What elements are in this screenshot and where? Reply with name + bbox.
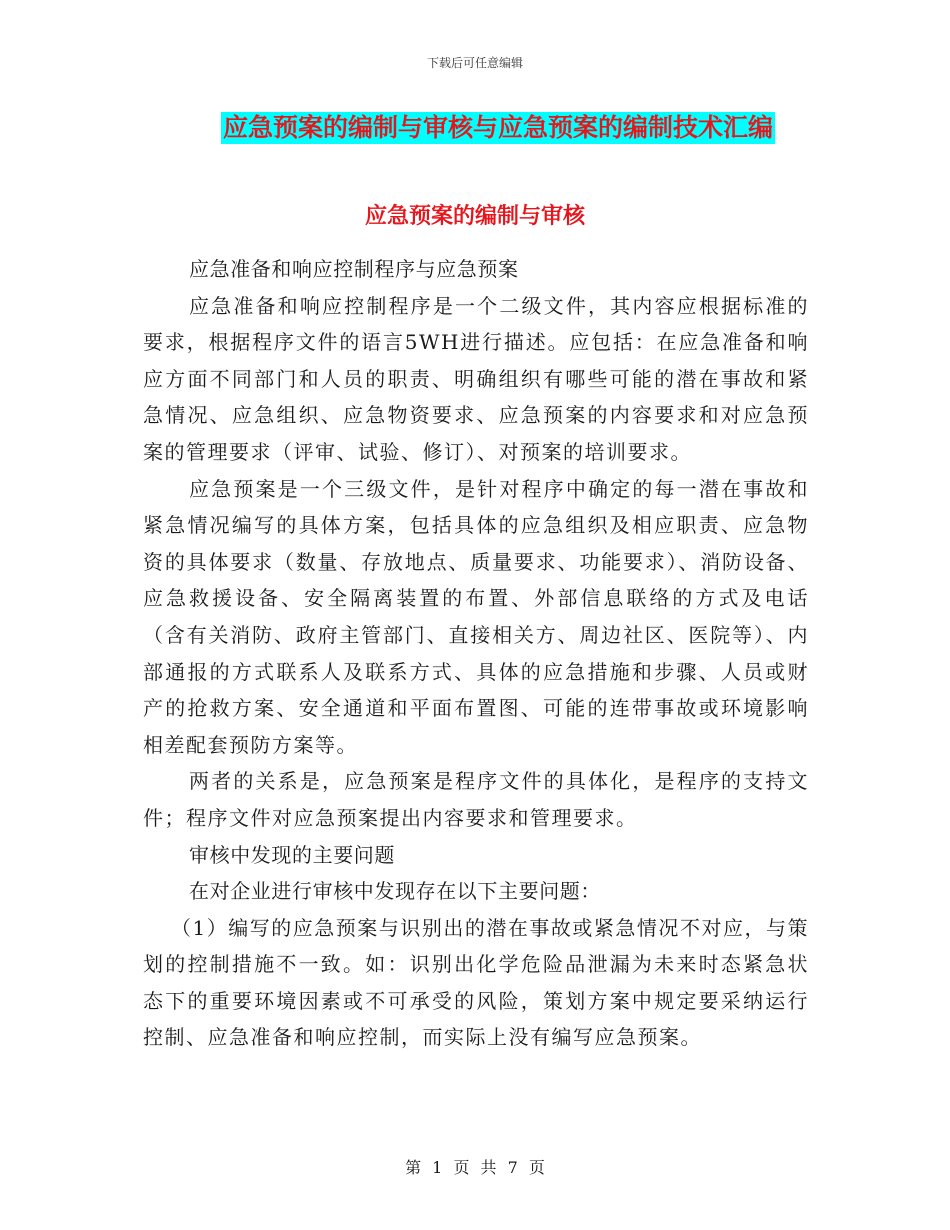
page-number-footer: 第 1 页 共 7 页 bbox=[405, 1158, 545, 1177]
main-title-container bbox=[0, 112, 950, 144]
paragraph-issue-1: （1）编写的应急预案与识别出的潜在事故或紧急情况不对应，与策划的控制措施不一致。如：识别出化学危险品泄漏为未来时态紧急状态下的重要环境因素或不可承受的风险，策划方案中规定要采纳运行控制、应急准备和响应控制，而实际上没有编写应急预案。 bbox=[143, 915, 809, 1050]
paragraph-heading-procedure-and-plan: 应急准备和响应控制程序与应急预案 bbox=[189, 257, 519, 281]
paragraph-audit-intro: 在对企业进行审核中发现存在以下主要问题： bbox=[189, 879, 601, 904]
document-main-title: 应急预案的编制与审核与应急预案的编制技术汇编 bbox=[222, 113, 773, 142]
document-body bbox=[143, 251, 809, 1056]
section-title: 应急预案的编制与审核 bbox=[364, 204, 585, 229]
paragraph-heading-audit-issues: 审核中发现的主要问题 bbox=[189, 842, 395, 867]
paragraph-plan-description: 应急预案是一个三级文件，是针对程序中确定的每一潜在事故和紧急情况编写的具体方案，包括具体的应急组织及相应职责、应急物资的具体要求（数量、存放地点、质量要求、功能要求）、消防设备、应急救援设备、安全隔离装置的布置、外部信息联络的方式及电话（含有关消防、政府主管部门、直接相关方、周边社区、医院等）、内部通报的方式联系人及联系方式、具体的应急措施和步骤、人员或财产的抢救方案、安全通道和平面布置图、可能的连带事故或环境影响相差配套预防方案等。 bbox=[143, 476, 809, 757]
paragraph-procedure-description: 应急准备和响应控制程序是一个二级文件，其内容应根据标准的要求，根据程序文件的语言5WH进行描述。应包括：在应急准备和响应方面不同部门和人员的职责、明确组织有哪些可能的潜在事故和紧急情况、应急组织、应急物资要求、应急预案的内容要求和对应急预案的管理要求（评审、试验、修订）、对预案的培训要求。 bbox=[143, 293, 809, 464]
header-note: 下载后可任意编辑 bbox=[426, 56, 523, 70]
paragraph-relationship: 两者的关系是，应急预案是程序文件的具体化，是程序的支持文件；程序文件对应急预案提出内容要求和管理要求。 bbox=[143, 769, 809, 830]
